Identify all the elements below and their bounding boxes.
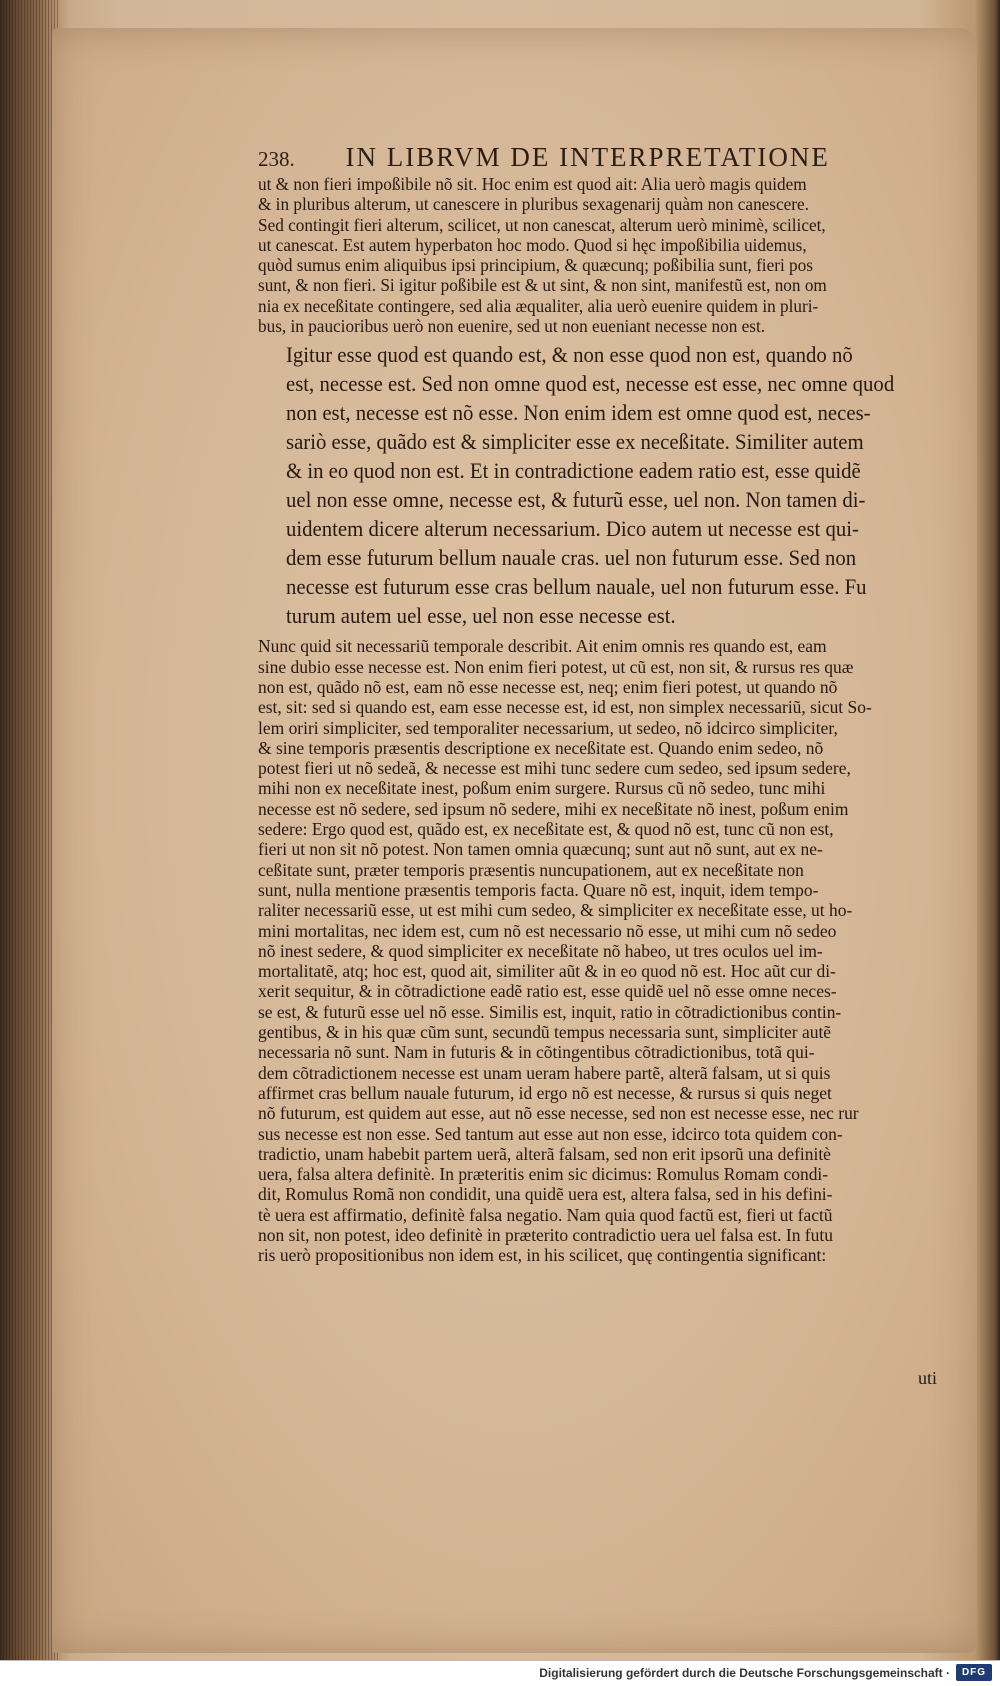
text-line: necesse est nõ sedere, sed ipsum nõ sedere, mihi ex neceßitate nõ inest, poßum enim [258,798,849,819]
text-line: sus necesse est non esse. Sed tantum aut esse aut non esse, idcirco tota quidem con- [258,1123,843,1144]
text-line: necesse est futurum esse cras bellum nauale, uel non futurum esse. Fu [286,574,867,600]
catchword: uti [918,1368,938,1388]
page-body [258,174,958,1266]
dfg-logo: DFG [956,1664,992,1681]
text-line: tradictio, unam habebit partem uerã, alterã falsam, sed non erit ipsorũ una definitè [258,1143,831,1164]
text-line: sedere: Ergo quod est, quãdo est, ex neceßitate est, & quod nõ est, tunc cũ non est, [258,819,834,840]
text-line: raliter necessariũ esse, ut est mihi cum sedeo, & simpliciter ex neceßitate esse, ut ho- [258,900,853,921]
text-line: & in eo quod non est. Et in contradictione eadem ratio est, esse quidẽ [286,458,861,484]
text-line: dem esse futurum bellum nauale cras. uel non futurum esse. Sed non [286,545,857,571]
text-line: potest fieri ut nõ sedeã, & necesse est mihi tunc sedere cum sedeo, sed ipsum sedere, [258,758,851,779]
text-line: Sed contingit fieri alterum, scilicet, ut non canescat, alterum uerò minimè, scilicet, [258,214,826,235]
lemma-block [286,340,958,630]
text-line: ceßitate sunt, præter temporis præsentis nuncupationem, aut ex neceßitate non [258,859,804,880]
text-line: sunt, & non fieri. Si igitur poßibile est & ut sint, & non sint, manifestũ est, non om [258,275,827,296]
text-line: xerit sequitur, & in cõtradictione eadẽ ratio est, esse quidẽ uel nõ esse omne neces- [258,981,837,1002]
text-line: lem oriri simpliciter, sed temporaliter necessarium, ut sedeo, nõ idcirco simpliciter, [258,717,838,738]
text-line: se est, & futurũ esse uel nõ esse. Similis est, inquit, ratio in cõtradictionibus contin- [258,1001,842,1022]
text-line: dit, Romulus Romã non condidit, una quidẽ uera est, altera falsa, sed in his defini- [258,1184,833,1205]
text-line: & in pluribus alterum, ut canescere in pluribus sexagenarij quàm non canescere. [258,194,809,215]
text-line: mortalitatẽ, atq; hoc est, quod ait, similiter aũt & in eo quod nõ est. Hoc aũt cur di- [258,961,836,982]
text-line: necessaria nõ sunt. Nam in futuris & in cõtingentibus cõtradictionibus, totã qui- [258,1042,815,1063]
text-line: ut canescat. Est autem hyperbaton hoc modo. Quod si hęc impoßibilia uidemus, [258,234,807,255]
text-line: nõ inest sedere, & quod simpliciter ex neceßitate nõ habeo, ut tres oculos uel im- [258,940,823,961]
text-line: ris uerò propositionibus non idem est, in his scilicet, quę contingentia significant: [258,1245,827,1266]
text-line: dem cõtradictionem necesse est unam ueram habere partẽ, alterã falsam, ut si quis [258,1062,831,1083]
text-line: affirmet cras bellum nauale futurum, id ergo nõ est necesse, & rursus si quis neget [258,1082,832,1103]
commentary-block-2 [258,636,958,1265]
text-line: sunt, nulla mentione præsentis temporis facta. Quare nõ est, inquit, idem tempo- [258,879,819,900]
text-line: mihi non ex neceßitate inest, poßum enim surgere. Rursus cũ nõ sedeo, tunc mihi [258,778,826,799]
text-line: turum autem uel esse, uel non esse necesse est. [286,603,676,629]
text-line: gentibus, & in his quæ cũm sunt, secundũ tempus necessaria sunt, simpliciter autẽ [258,1022,832,1043]
commentary-block-1 [258,174,958,336]
text-line: est, sit: sed si quando est, eam esse necesse est, id est, non simplex necessariũ, sicut So- [258,697,872,718]
text-line: mini mortalitas, nec idem est, cum nõ est necessario nõ esse, ut mihi cum nõ sedeo [258,920,837,941]
text-line: est, necesse est. Sed non omne quod est, necesse est esse, nec omne quod [286,371,895,397]
text-line: tè uera est affirmatio, definitè falsa negatio. Nam quia quod factũ est, fieri ut factũ [258,1204,833,1225]
running-header [258,142,898,173]
text-line: uera, falsa altera definitè. In præteritis enim sic dicimus: Romulus Romam condi- [258,1164,829,1185]
footer-credit: Digitalisierung gefördert durch die Deutsche Forschungsgemeinschaft · [539,1666,950,1680]
footer-bar [0,1660,1000,1686]
header-title: IN LIBRVM DE INTERPRETATIONE [345,142,830,172]
text-line: & sine temporis præsentis descriptione ex neceßitate est. Quando enim sedeo, nõ [258,737,824,758]
text-line: nia ex neceßitate contingere, sed alia æqualiter, alia uerò euenire quidem in pluri- [258,295,819,316]
text-line: quòd sumus enim aliquibus ipsi principium, & quæcunq; poßibilia sunt, fieri pos [258,255,813,276]
text-line: non sit, non potest, ideo definitè in præterito contradictio uera uel falsa est. In futu [258,1224,833,1245]
text-line: Nunc quid sit necessariũ temporale describit. Ait enim omnis res quando est, eam [258,636,827,657]
text-line: sariò esse, quãdo est & simpliciter esse ex neceßitate. Similiter autem [286,429,864,455]
text-line: Igitur esse quod est quando est, & non esse quod non est, quando nõ [286,342,853,368]
text-line: sine dubio esse necesse est. Non enim fieri potest, ut cũ est, non sit, & rursus res quæ [258,656,854,677]
text-line: nõ futurum, est quidem aut esse, aut nõ esse necesse, sed non est necesse esse, nec rur [258,1103,859,1124]
text-line: fieri ut non sit nõ potest. Non tamen omnia quæcunq; sunt aut nõ sunt, aut ex ne- [258,839,823,860]
text-line: non est, necesse est nõ esse. Non enim idem est omne quod est, neces- [286,400,871,426]
page-edges [0,0,60,1660]
text-line: ut & non fieri impoßibile nõ sit. Hoc enim est quod ait: Alia uerò magis quidem [258,174,807,194]
text-line: uidentem dicere alterum necessarium. Dico autem ut necesse est qui- [286,516,859,542]
page-number: 238. [258,147,295,171]
text-line: uel non esse omne, necesse est, & futurũ esse, uel non. Non tamen di- [286,487,866,513]
text-line: non est, quãdo nõ est, eam nõ esse necesse est, neq; enim fieri potest, ut quando nõ [258,676,838,697]
text-line: bus, in paucioribus uerò non euenire, sed ut non eueniant necesse non est. [258,316,766,337]
